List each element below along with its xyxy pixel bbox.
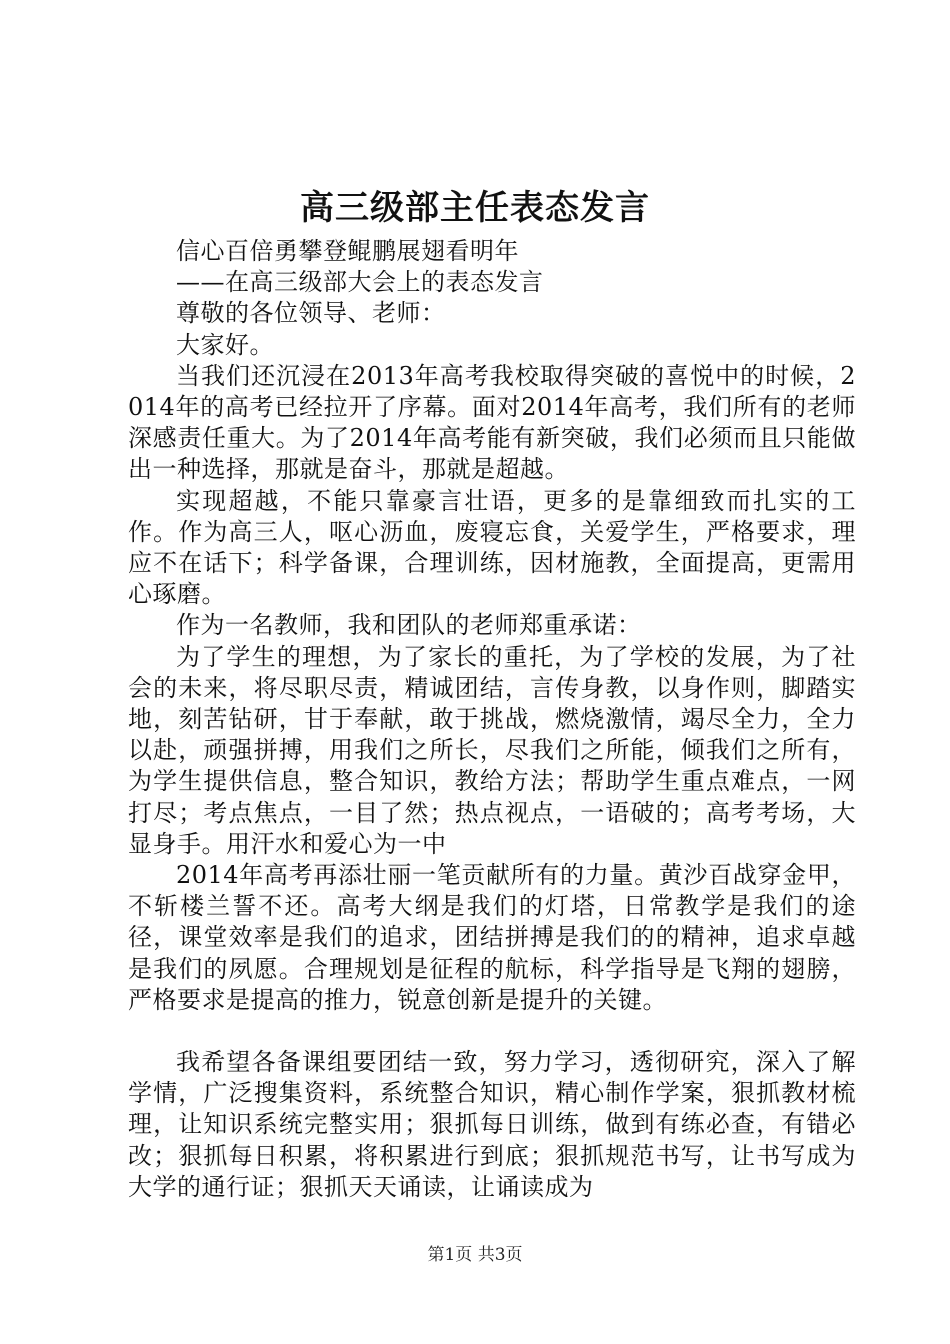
body-paragraph: 我希望各备课组要团结一致，努力学习，透彻研究，深入了解学情，广泛搜集资料，系统整合知识，精心制作学案，狠抓教材梳理，让知识系统完整实用；狠抓每日训练，做到有练必查，有错必改；狠抓每日积累，将积累进行到底；狠抓规范书写，让书写成为大学的通行证；狠抓天天诵读，让诵读成为 — [128, 1048, 856, 1201]
body-paragraph: 实现超越，不能只靠豪言壮语，更多的是靠细致而扎实的工作。作为高三人，呕心沥血，废寝忘食，关爱学生，严格要求，理应不在话下；科学备课，合理训练，因材施教，全面提高，更需用心琢磨。 — [128, 486, 856, 609]
body-paragraph: 作为一名教师，我和团队的老师郑重承诺： — [176, 611, 642, 640]
subtitle-line: ——在高三级部大会上的表态发言 — [176, 268, 544, 297]
body-paragraph: 2014年高考再添壮丽一笔贡献所有的力量。黄沙百战穿金甲，不斩楼兰誓不还。高考大纲是我们的灯塔，日常教学是我们的途径，课堂效率是我们的追求，团结拼搏是我们的的精神，追求卓越是我们的夙愿。合理规划是征程的航标，科学指导是飞翔的翅膀，严格要求是提高的推力，锐意创新是提升的关键。 — [128, 861, 856, 1014]
salutation: 尊敬的各位领导、老师： — [176, 299, 446, 328]
document-title: 高三级部主任表态发言 — [300, 188, 650, 228]
greeting: 大家好。 — [176, 330, 274, 359]
body-paragraph: 为了学生的理想，为了家长的重托，为了学校的发展，为了社会的未来，将尽职尽责，精诚团结，言传身教，以身作则，脚踏实地，刻苦钻研，甘于奉献，敢于挑战，燃烧激情，竭尽全力，全力以赴，顽强拼搏，用我们之所长，尽我们之所能，倾我们之所有，为学生提供信息，整合知识，教给方法；帮助学生重点难点，一网打尽；考点焦点，一目了然；热点视点，一语破的；高考考场，大显身手。用汗水和爱心为一中 — [128, 642, 856, 858]
document-body — [128, 236, 856, 1203]
page-number-footer: 第1页 共3页 — [427, 1245, 523, 1265]
body-paragraph: 当我们还沉浸在2013年高考我校取得突破的喜悦中的时候，2014年的高考已经拉开了序幕。面对2014年高考，我们所有的老师深感责任重大。为了2014年高考能有新突破，我们必须而且只能做出一种选择，那就是奋斗，那就是超越。 — [128, 361, 856, 484]
slogan-line: 信心百倍勇攀登鲲鹏展翅看明年 — [176, 237, 519, 265]
